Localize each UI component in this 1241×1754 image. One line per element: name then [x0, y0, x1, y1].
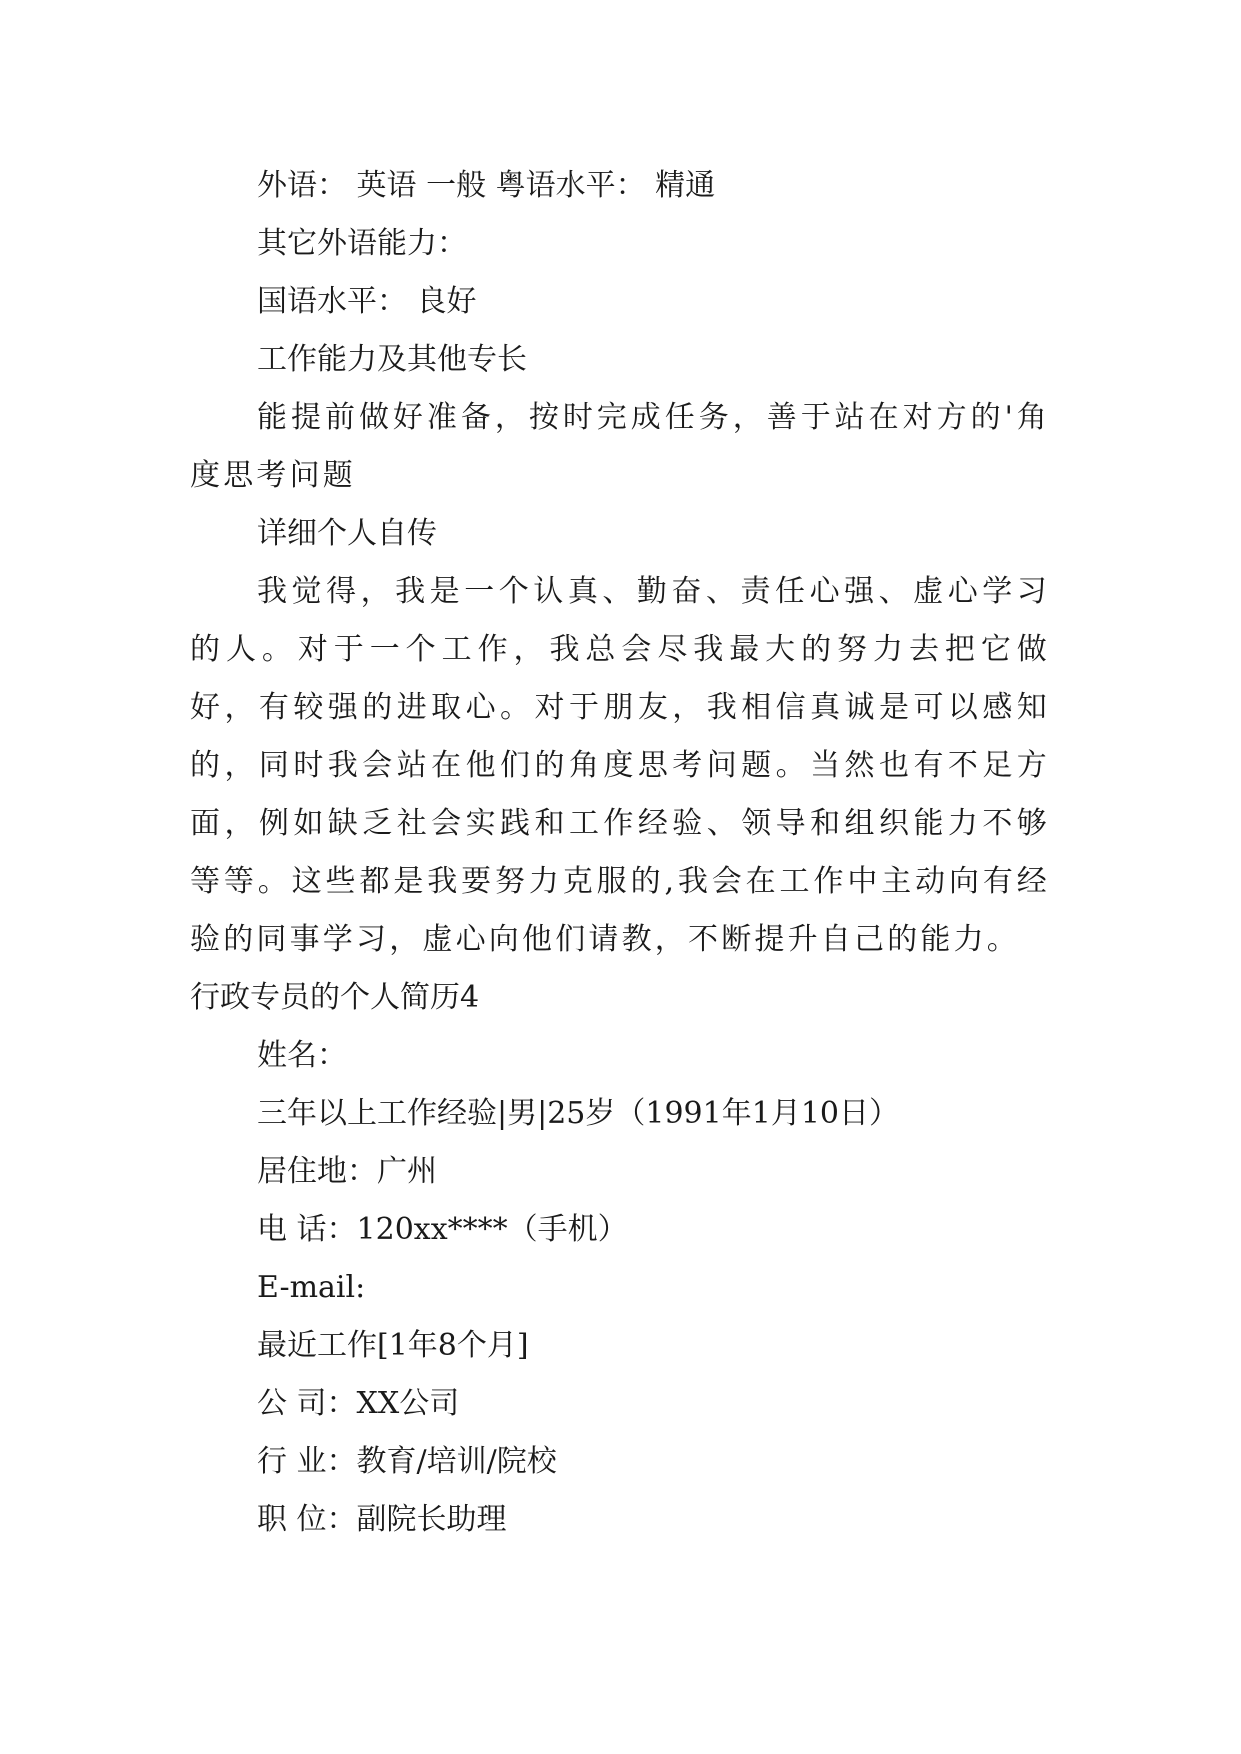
skills-heading: 工作能力及其他专长	[257, 342, 527, 377]
ability-paragraph: 能提前做好准备，按时完成任务，善于站在对方的'角度思考问题	[190, 400, 1050, 493]
resume-recent-work: 最近工作[1年8个月]	[257, 1328, 529, 1363]
resume-residence: 居住地：广州	[257, 1154, 437, 1189]
resume-company: 公 司：XX公司	[257, 1386, 460, 1421]
resume-summary: 三年以上工作经验|男|25岁（1991年1月10日）	[257, 1096, 899, 1131]
autobiography-heading: 详细个人自传	[257, 516, 437, 551]
section-title: 行政专员的个人简历4	[190, 980, 480, 1015]
autobiography-paragraph: 我觉得，我是一个认真、勤奋、责任心强、虚心学习的人。对于一个工作，我总会尽我最大的努力去把它做好，有较强的进取心。对于朋友，我相信真诚是可以感知的，同时我会站在他们的角度思考问题。当然也有不足方面，例如缺乏社会实践和工作经验、领导和组织能力不够等等。这些都是我要努力克服的,我会在工作中主动向有经验的同事学习，虚心向他们请教，不断提升自己的能力。	[190, 574, 1050, 957]
resume-phone: 电 话：120xx****（手机）	[257, 1212, 628, 1247]
resume-position: 职 位：副院长助理	[257, 1502, 507, 1537]
foreign-language-line: 外语： 英语 一般 粤语水平： 精通	[257, 168, 716, 203]
mandarin-level-line: 国语水平： 良好	[257, 284, 477, 319]
resume-name: 姓名：	[257, 1038, 347, 1073]
document-body	[190, 157, 1050, 1549]
other-language-line: 其它外语能力：	[257, 226, 467, 261]
resume-industry: 行 业：教育/培训/院校	[257, 1444, 557, 1479]
resume-email: E-mail:	[257, 1270, 366, 1305]
